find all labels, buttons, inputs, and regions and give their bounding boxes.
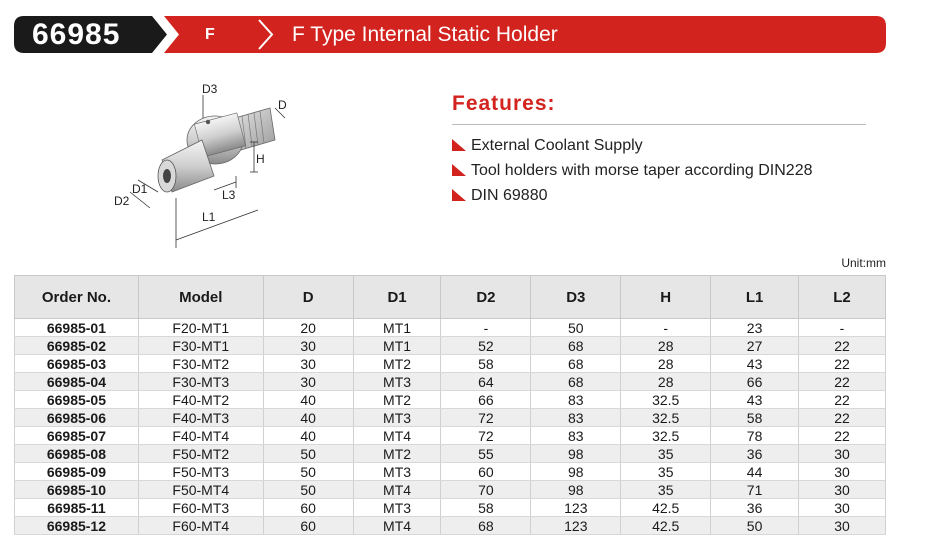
table-cell: 78	[711, 427, 799, 445]
feature-item	[452, 161, 813, 181]
table-cell: 60	[263, 517, 353, 535]
table-cell: 68	[531, 373, 621, 391]
table-cell: 50	[263, 463, 353, 481]
holder-diagram	[110, 80, 310, 250]
table-cell: MT4	[353, 481, 441, 499]
page-title: F Type Internal Static Holder	[292, 23, 558, 46]
table-row	[15, 409, 886, 427]
table-cell: 64	[441, 373, 531, 391]
table-row	[15, 391, 886, 409]
table-header-row	[15, 276, 886, 319]
table-cell: 66985-06	[15, 409, 139, 427]
table-cell: MT1	[353, 319, 441, 337]
header-banner	[14, 16, 886, 53]
column-header-d1: D1	[353, 276, 441, 319]
table-cell: 22	[799, 373, 886, 391]
table-row	[15, 355, 886, 373]
table-cell: 66985-05	[15, 391, 139, 409]
table-cell: 58	[441, 355, 531, 373]
dim-label-h: H	[256, 152, 265, 166]
table-cell: 50	[531, 319, 621, 337]
table-cell: 30	[799, 517, 886, 535]
table-cell: 40	[263, 391, 353, 409]
dim-label-d2: D2	[114, 194, 130, 208]
table-cell: F50-MT2	[138, 445, 263, 463]
feature-item	[452, 136, 643, 156]
table-cell: 35	[621, 463, 711, 481]
table-cell: MT3	[353, 373, 441, 391]
red-triangle-icon	[452, 137, 466, 151]
table-cell: 66985-10	[15, 481, 139, 499]
column-header-d2: D2	[441, 276, 531, 319]
column-header-model: Model	[138, 276, 263, 319]
table-cell: 123	[531, 499, 621, 517]
table-cell: 32.5	[621, 391, 711, 409]
table-cell: F60-MT3	[138, 499, 263, 517]
feature-item	[452, 186, 548, 206]
table-cell: F40-MT2	[138, 391, 263, 409]
table-cell: 66	[441, 391, 531, 409]
table-cell: 22	[799, 427, 886, 445]
table-cell: 66985-08	[15, 445, 139, 463]
table-cell: 83	[531, 427, 621, 445]
table-row	[15, 319, 886, 337]
table-cell: -	[799, 319, 886, 337]
table-cell: MT4	[353, 517, 441, 535]
table-cell: 123	[531, 517, 621, 535]
dim-label-d1: D1	[132, 182, 148, 196]
dim-label-d: D	[278, 98, 287, 112]
table-cell: 22	[799, 355, 886, 373]
table-row	[15, 499, 886, 517]
table-cell: 52	[441, 337, 531, 355]
table-cell: 68	[441, 517, 531, 535]
table-cell: 27	[711, 337, 799, 355]
table-cell: 83	[531, 391, 621, 409]
table-cell: F30-MT3	[138, 373, 263, 391]
unit-label: Unit:mm	[841, 256, 886, 270]
table-cell: 35	[621, 445, 711, 463]
table-cell: 40	[263, 427, 353, 445]
table-cell: 60	[263, 499, 353, 517]
table-cell: MT4	[353, 427, 441, 445]
table-cell: 98	[531, 445, 621, 463]
table-cell: 30	[263, 355, 353, 373]
product-code: 66985	[32, 18, 121, 51]
table-cell: 22	[799, 409, 886, 427]
table-cell: 50	[263, 445, 353, 463]
table-cell: 66985-12	[15, 517, 139, 535]
table-cell: -	[621, 319, 711, 337]
table-cell: 30	[799, 499, 886, 517]
table-cell: 28	[621, 355, 711, 373]
table-cell: MT3	[353, 463, 441, 481]
column-header-h: H	[621, 276, 711, 319]
table-cell: F50-MT4	[138, 481, 263, 499]
table-cell: F50-MT3	[138, 463, 263, 481]
table-cell: 50	[711, 517, 799, 535]
table-cell: 30	[799, 463, 886, 481]
table-cell: 23	[711, 319, 799, 337]
table-cell: 42.5	[621, 517, 711, 535]
dim-label-l3: L3	[222, 188, 236, 202]
column-header-d: D	[263, 276, 353, 319]
table-cell: 66985-09	[15, 463, 139, 481]
table-cell: 66	[711, 373, 799, 391]
features-divider	[452, 124, 866, 125]
table-cell: 22	[799, 337, 886, 355]
table-cell: 20	[263, 319, 353, 337]
table-cell: 98	[531, 463, 621, 481]
table-cell: MT2	[353, 391, 441, 409]
table-cell: 55	[441, 445, 531, 463]
table-cell: 98	[531, 481, 621, 499]
column-header-d3: D3	[531, 276, 621, 319]
spec-table	[14, 275, 886, 535]
table-cell: 83	[531, 409, 621, 427]
table-cell: 66985-11	[15, 499, 139, 517]
table-cell: 72	[441, 427, 531, 445]
table-cell: 60	[441, 463, 531, 481]
table-row	[15, 427, 886, 445]
feature-text: External Coolant Supply	[471, 137, 643, 154]
table-cell: 22	[799, 391, 886, 409]
table-body	[15, 319, 886, 535]
table-cell: 71	[711, 481, 799, 499]
table-cell: 35	[621, 481, 711, 499]
type-letter: F	[205, 26, 215, 43]
table-cell: MT2	[353, 355, 441, 373]
table-cell: 32.5	[621, 409, 711, 427]
table-cell: MT2	[353, 445, 441, 463]
table-cell: MT1	[353, 337, 441, 355]
table-cell: 32.5	[621, 427, 711, 445]
table-cell: 44	[711, 463, 799, 481]
table-cell: F20-MT1	[138, 319, 263, 337]
feature-text: DIN 69880	[471, 187, 548, 204]
table-cell: F30-MT2	[138, 355, 263, 373]
feature-text: Tool holders with morse taper according DIN228	[471, 162, 813, 179]
table-cell: 28	[621, 373, 711, 391]
table-cell: 40	[263, 409, 353, 427]
table-cell: F40-MT3	[138, 409, 263, 427]
table-cell: 28	[621, 337, 711, 355]
dim-label-d3: D3	[202, 82, 218, 96]
column-header-order-no: Order No.	[15, 276, 139, 319]
table-cell: 68	[531, 355, 621, 373]
table-cell: 50	[263, 481, 353, 499]
table-cell: 70	[441, 481, 531, 499]
table-cell: 43	[711, 391, 799, 409]
table-cell: 68	[531, 337, 621, 355]
table-cell: 66985-07	[15, 427, 139, 445]
table-row	[15, 337, 886, 355]
column-header-l2: L2	[799, 276, 886, 319]
table-cell: F30-MT1	[138, 337, 263, 355]
table-cell: 66985-03	[15, 355, 139, 373]
table-cell: 30	[263, 373, 353, 391]
table-cell: 42.5	[621, 499, 711, 517]
table-cell: MT3	[353, 409, 441, 427]
table-row	[15, 481, 886, 499]
table-row	[15, 445, 886, 463]
table-row	[15, 373, 886, 391]
table-cell: 58	[711, 409, 799, 427]
red-triangle-icon	[452, 162, 466, 176]
table-cell: 30	[799, 481, 886, 499]
table-cell: 66985-01	[15, 319, 139, 337]
table-cell: F60-MT4	[138, 517, 263, 535]
table-cell: 72	[441, 409, 531, 427]
table-cell: F40-MT4	[138, 427, 263, 445]
table-row	[15, 517, 886, 535]
table-cell: MT3	[353, 499, 441, 517]
table-cell: 30	[799, 445, 886, 463]
table-cell: 36	[711, 499, 799, 517]
column-header-l1: L1	[711, 276, 799, 319]
table-cell: 36	[711, 445, 799, 463]
features-heading: Features:	[452, 92, 556, 115]
dim-label-l1: L1	[202, 210, 216, 224]
red-triangle-icon	[452, 187, 466, 201]
table-cell: -	[441, 319, 531, 337]
table-cell: 43	[711, 355, 799, 373]
table-cell: 58	[441, 499, 531, 517]
table-cell: 66985-02	[15, 337, 139, 355]
table-cell: 30	[263, 337, 353, 355]
table-cell: 66985-04	[15, 373, 139, 391]
table-row	[15, 463, 886, 481]
